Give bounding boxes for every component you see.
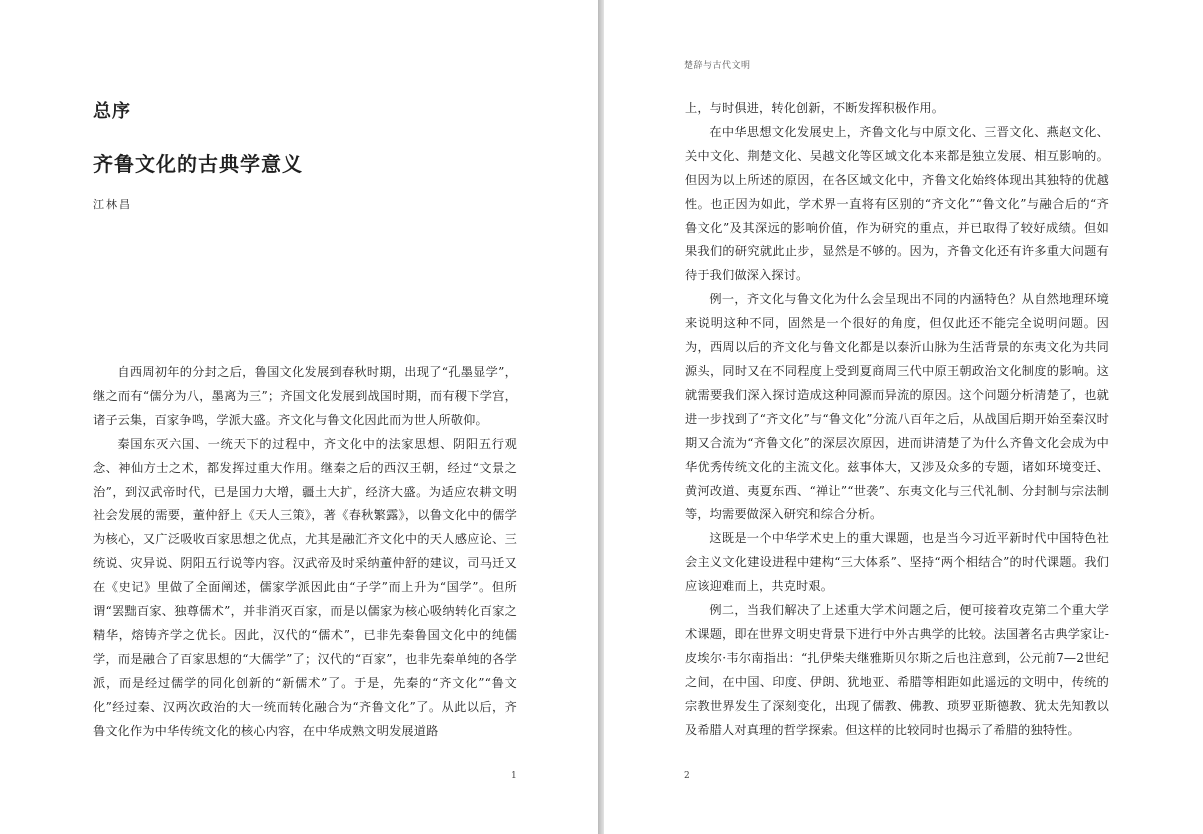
section-label: 总序 xyxy=(93,101,131,122)
paragraph: 自西周初年的分封之后，鲁国文化发展到春秋时期，出现了“孔墨显学”，继之而有“儒分为八，墨离为三”；齐国文化发展到战国时期，而有稷下学宫，诸子云集，百家争鸣，学派大盛。齐文化与鲁文化因此而为世人所敬仰。 xyxy=(93,365,517,427)
author-name: 江林昌 xyxy=(93,198,132,211)
paragraph-continuation: 上，与时俱进，转化创新，不断发挥积极作用。 xyxy=(685,101,945,115)
paragraph: 例二，当我们解决了上述重大学术问题之后，便可接着攻克第二个重大学术课题，即在世界文明史背景下进行中外古典学的比较。法国著名古典学家让-皮埃尔·韦尔南指出：“扎伊柴夫继雅斯贝尔斯之后也注意到，公元前7—2世纪之间，在中国、印度、伊朗、犹地亚、希腊等相距如此遥远的文明中，传统的宗教世界发生了深刻变化，出现了儒教、佛教、琐罗亚斯德教、犹太先知教以及希腊人对真理的哲学探索。但这样的比较同时也揭示了希腊的独特性。 xyxy=(685,603,1109,737)
right-body-text xyxy=(685,97,1109,742)
page-number: 2 xyxy=(684,771,690,781)
left-body-text xyxy=(93,361,517,744)
chapter-title: 齐鲁文化的古典学意义 xyxy=(93,152,303,176)
left-page xyxy=(0,0,598,834)
page-number: 1 xyxy=(511,771,517,781)
paragraph: 在中华思想文化发展史上，齐鲁文化与中原文化、三晋文化、燕赵文化、关中文化、荆楚文化、吴越文化等区域文化本来都是独立发展、相互影响的。但因为以上所述的原因，在各区域文化中，齐鲁文化始终体现出其独特的优越性。也正因为如此，学术界一直将有区别的“齐文化”“鲁文化”与融合后的“齐鲁文化”及其深远的影响价值，作为研究的重点，并已取得了较好成绩。但如果我们的研究就此止步，显然是不够的。因为，齐鲁文化还有许多重大问题有待于我们做深入探讨。 xyxy=(685,124,1109,283)
running-header: 楚辞与古代文明 xyxy=(684,61,751,71)
paragraph: 例一，齐文化与鲁文化为什么会呈现出不同的内涵特色？从自然地理环境来说明这种不同，固然是一个很好的角度，但仅此还不能完全说明问题。因为，西周以后的齐文化与鲁文化都是以泰沂山脉为生活背景的东夷文化为共同源头，同时又在不同程度上受到夏商周三代中原王朝政治文化制度的影响。这就需要我们深入探讨造成这种同源而异流的原因。这个问题分析清楚了，也就进一步找到了“齐文化”与“鲁文化”分流八百年之后，从战国后期开始至秦汉时期又合流为“齐鲁文化”的深层次原因，进而讲清楚了为什么齐鲁文化会成为中华优秀传统文化的主流文化。兹事体大，又涉及众多的专题，诸如环境变迁、黄河改道、夷夏东西、“禅让”“世袭”、东夷文化与三代礼制、分封制与宗法制等，均需要做深入研究和综合分析。 xyxy=(685,292,1109,522)
paragraph: 秦国东灭六国、一统天下的过程中，齐文化中的法家思想、阴阳五行观念、神仙方士之术，都发挥过重大作用。继秦之后的西汉王朝，经过“文景之治”，到汉武帝时代，已是国力大增，疆土大扩，经济大盛。为适应农耕文明社会发展的需要，董仲舒上《天人三策》，著《春秋繁露》，以鲁文化中的儒学为核心，又广泛吸收百家思想之优点，尤其是融汇齐文化中的天人感应论、三统说、灾异说、阴阳五行说等内容。汉武帝及时采纳董仲舒的建议，司马迁又在《史记》里做了全面阐述，儒家学派因此由“子学”而上升为“国学”。但所谓“罢黜百家、独尊儒术”，并非消灭百家，而是以儒家为核心吸纳转化百家之精华，熔铸齐学之优长。因此，汉代的“儒术”，已非先秦鲁国文化中的纯儒学，而是融合了百家思想的“大儒学”了；汉代的“百家”，也非先秦单纯的各学派，而是经过儒学的同化创新的“新儒术”了。于是，先秦的“齐文化”“鲁文化”经过秦、汉两次政治的大一统而转化融合为“齐鲁文化”了。从此以后，齐鲁文化作为中华传统文化的核心内容，在中华成熟文明发展道路 xyxy=(93,436,517,738)
paragraph: 这既是一个中华学术史上的重大课题，也是当今习近平新时代中国特色社会主义文化建设进程中建构“三大体系”、坚持“两个相结合”的时代课题。我们应该迎难而上，共克时艰。 xyxy=(685,531,1109,594)
